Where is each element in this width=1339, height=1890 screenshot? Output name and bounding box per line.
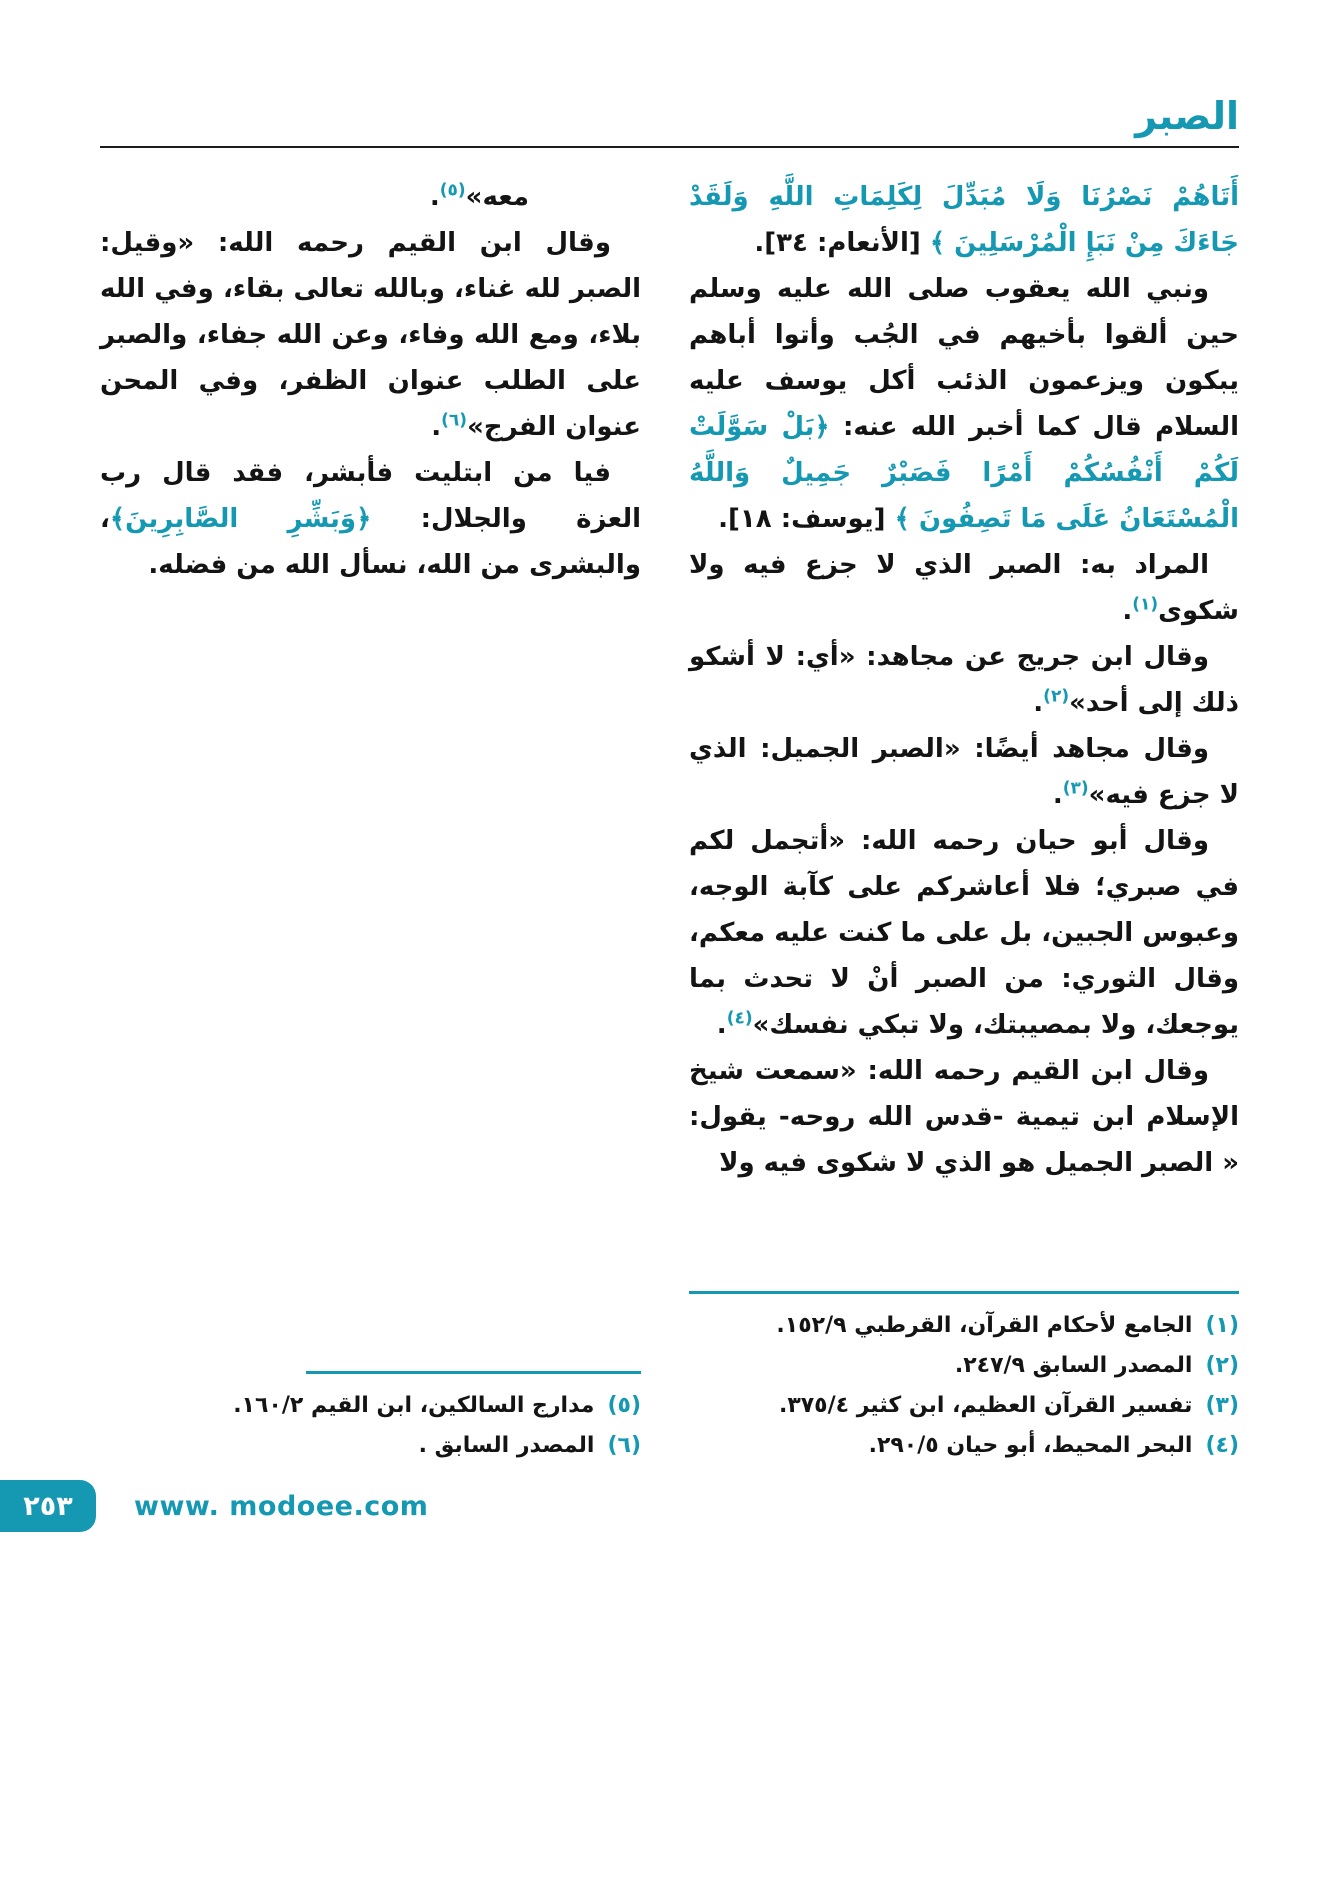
verse-reference: [الأنعام: ٣٤].: [754, 227, 930, 258]
body-text: ، والبشرى من الله، نسأل الله من فضله.: [100, 503, 641, 580]
page-header: [100, 0, 1239, 148]
body-text: وقال أبو حيان رحمه الله: «أتجمل لكم في صبري؛ فلا أعاشركم على كآبة الوجه، وعبوس الجبين، بل على ما كنت عليه معكم، وقال الثوري: من الصبر أنْ لا تحدث بما يوجعك، ولا بمصيبتك، ولا تبكي نفسك»: [689, 825, 1239, 1040]
quran-verse: ﴿وَبَشِّرِ الصَّابِرِينَ﴾: [109, 503, 372, 534]
page-number-badge: [0, 1480, 96, 1532]
side-paragraph-2: [100, 450, 641, 588]
body-text: المراد به: الصبر الذي لا جزع فيه ولا شكوى: [689, 549, 1239, 626]
body-text: .: [716, 1009, 727, 1040]
body-text: .: [431, 411, 442, 442]
footnote-text: البحر المحيط، أبو حيان ٢٩٠/٥.: [868, 1432, 1193, 1458]
page-number: ٢٥٣: [23, 1490, 73, 1522]
verse-reference: [يوسف: ١٨].: [718, 503, 895, 534]
body-text: .: [1122, 595, 1133, 626]
main-column: [689, 174, 1239, 1466]
footnote-rule: [306, 1371, 641, 1374]
main-paragraph-3: [689, 634, 1239, 726]
main-paragraph-5: [689, 818, 1239, 1048]
footnote-text: المصدر السابق .: [418, 1432, 595, 1458]
footnote: [689, 1346, 1239, 1386]
footnote: [689, 1386, 1239, 1426]
body-text: .: [429, 181, 440, 212]
main-paragraph-4: [689, 726, 1239, 818]
footnote-marker: (٥): [439, 180, 466, 201]
body-text: .: [1052, 779, 1063, 810]
side-column: [100, 174, 641, 1466]
body-text: .: [1033, 687, 1044, 718]
side-paragraph-1: [100, 220, 641, 450]
footnote-marker: (٢): [1043, 686, 1070, 707]
footer-bar: [0, 1480, 428, 1532]
body-text: فيا من ابتليت فأبشر، فقد قال رب العزة والجلال:: [100, 457, 641, 534]
page-title: الصبر: [1135, 94, 1239, 138]
footnote-number: (٣): [1205, 1392, 1239, 1418]
footnote-marker: (١): [1132, 594, 1159, 615]
footnote: [100, 1426, 641, 1466]
footnote-rule: [689, 1291, 1239, 1294]
side-paragraph-0: [100, 174, 641, 220]
footnote-number: (٢): [1205, 1352, 1239, 1378]
footnote-text: المصدر السابق ٢٤٧/٩.: [954, 1352, 1193, 1378]
footnote-marker: (٦): [441, 410, 468, 431]
footnote-number: (٥): [607, 1392, 641, 1418]
body-text: معه»: [465, 181, 529, 212]
body-text: وقال ابن القيم رحمه الله: «وقيل: الصبر لله غناء، وبالله تعالى بقاء، وفي الله بلاء، ومع الله وفاء، وعن الله جفاء، والصبر على الطلب عنوان الظفر، وفي المحن عنوان الفرج»: [100, 227, 641, 442]
footnote: [689, 1306, 1239, 1346]
footnote-text: تفسير القرآن العظيم، ابن كثير ٣٧٥/٤.: [778, 1392, 1193, 1418]
main-paragraph-verse: [689, 174, 1239, 266]
quran-verse: أَتَاهُمْ نَصْرُنَا وَلَا مُبَدِّلَ لِكَلِمَاتِ اللَّهِ وَلَقَدْ جَاءَكَ مِنْ نَبَإِ الْمُرْسَلِينَ ﴾: [689, 181, 1239, 258]
footnote: [100, 1386, 641, 1426]
footnotes-side: [100, 1371, 641, 1466]
footnote-marker: (٤): [726, 1008, 753, 1029]
footnote-number: (٤): [1205, 1432, 1239, 1458]
main-paragraph-1: [689, 266, 1239, 542]
body-text: ونبي الله يعقوب صلى الله عليه وسلم حين ألقوا بأخيهم في الجُب وأتوا أباهم يبكون ويزعمون الذئب أكل يوسف عليه السلام قال كما أخبر الله عنه:: [689, 273, 1239, 442]
footnote-text: مدارج السالكين، ابن القيم ١٦٠/٢.: [233, 1392, 595, 1418]
text-columns: [100, 174, 1239, 1466]
body-text: وقال ابن جريج عن مجاهد: «أي: لا أشكو ذلك إلى أحد»: [689, 641, 1239, 718]
main-paragraph-2: [689, 542, 1239, 634]
footnote: [689, 1426, 1239, 1466]
footnote-number: (١): [1205, 1312, 1239, 1338]
footnote-text: الجامع لأحكام القرآن، القرطبي ١٥٢/٩.: [776, 1312, 1193, 1338]
header-rule: [100, 146, 1239, 148]
quran-verse: ﴿بَلْ سَوَّلَتْ لَكُمْ أَنْفُسُكُمْ أَمْرًا فَصَبْرٌ جَمِيلٌ وَاللَّهُ الْمُسْتَعَانُ عَلَى مَا تَصِفُونَ ﴾: [689, 411, 1239, 534]
footnote-marker: (٣): [1062, 778, 1089, 799]
footnote-number: (٦): [607, 1432, 641, 1458]
footnotes-main: [689, 1291, 1239, 1466]
main-paragraph-6: [689, 1048, 1239, 1186]
body-text: وقال ابن القيم رحمه الله: «سمعت شيخ الإسلام ابن تيمية -قدس الله روحه- يقول: « الصبر الجميل هو الذي لا شكوى فيه ولا: [689, 1055, 1239, 1178]
website-text: www. modoee.com: [134, 1490, 429, 1522]
body-text: وقال مجاهد أيضًا: «الصبر الجميل: الذي لا جزع فيه»: [689, 733, 1239, 810]
